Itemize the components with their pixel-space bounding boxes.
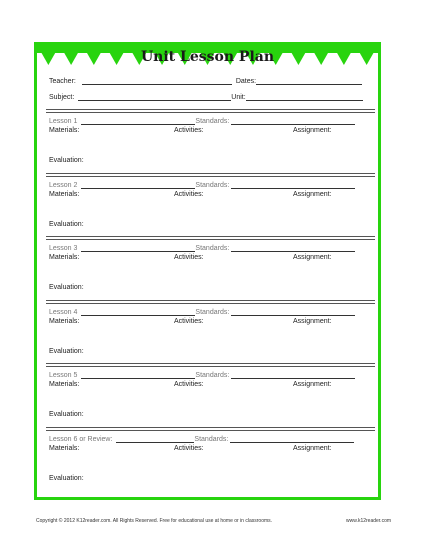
worksheet-frame <box>34 42 381 500</box>
lesson-title-field[interactable] <box>81 308 195 316</box>
subject-label: Subject: <box>49 94 75 101</box>
materials-label: Materials: <box>49 254 80 261</box>
section-divider <box>46 363 375 367</box>
evaluation-label: Evaluation: <box>49 411 84 418</box>
assignment-label: Assignment: <box>293 381 332 388</box>
materials-label: Materials: <box>49 127 80 134</box>
lesson-header <box>49 117 371 125</box>
assignment-label: Assignment: <box>293 254 332 261</box>
activities-label: Activities: <box>174 317 204 325</box>
lesson-title-field[interactable] <box>81 371 195 379</box>
assignment-label: Assignment: <box>293 444 332 452</box>
lesson-label: Lesson 6 or Review: <box>49 435 113 443</box>
activities-label: Activities: <box>174 254 204 261</box>
teacher-label: Teacher: <box>49 78 76 85</box>
assignment-label: Assignment: <box>293 190 332 198</box>
standards-label: Standards: <box>195 118 230 125</box>
lesson-label: Lesson 2 <box>49 181 78 189</box>
standards-field[interactable] <box>231 117 355 125</box>
lesson-header <box>49 371 371 379</box>
activities-label: Activities: <box>174 190 204 198</box>
materials-label: Materials: <box>49 381 80 388</box>
unit-field[interactable] <box>246 93 363 101</box>
materials-label: Materials: <box>49 317 80 325</box>
section-divider <box>46 300 375 304</box>
lesson-header <box>49 308 371 316</box>
lesson-block <box>49 117 371 169</box>
section-divider <box>46 109 375 113</box>
subject-field[interactable] <box>78 93 231 101</box>
teacher-field[interactable] <box>82 77 232 85</box>
lesson-title-field[interactable] <box>116 435 194 443</box>
lesson-columns <box>49 445 371 455</box>
standards-label: Standards: <box>195 372 230 379</box>
lesson-title-field[interactable] <box>81 181 195 189</box>
activities-label: Activities: <box>174 381 204 388</box>
activities-label: Activities: <box>174 127 204 134</box>
dates-label: Dates: <box>235 78 257 85</box>
materials-label: Materials: <box>49 190 80 198</box>
lesson-title-field[interactable] <box>81 117 195 125</box>
lesson-label: Lesson 5 <box>49 372 78 379</box>
evaluation-label: Evaluation: <box>49 284 84 291</box>
site-url: www.k12reader.com <box>346 518 392 524</box>
lesson-label: Lesson 4 <box>49 308 78 316</box>
unit-label: Unit: <box>231 94 246 101</box>
evaluation-label: Evaluation: <box>49 157 84 164</box>
lesson-block <box>49 371 371 423</box>
section-divider <box>46 427 375 431</box>
lesson-header <box>49 181 371 189</box>
lesson-header <box>49 435 371 443</box>
lesson-label: Lesson 1 <box>49 118 78 125</box>
assignment-label: Assignment: <box>293 317 332 325</box>
lesson-block <box>49 181 371 233</box>
lesson-block <box>49 435 371 487</box>
copyright-text: Copyright © 2012 K12reader.com. All Rights Reserved. Free for educational use at home or in classrooms. <box>36 518 273 524</box>
lesson-columns <box>49 381 371 391</box>
standards-label: Standards: <box>195 245 230 252</box>
page-title: Unit Lesson Plan <box>140 49 275 65</box>
evaluation-label: Evaluation: <box>49 220 84 228</box>
standards-field[interactable] <box>231 244 355 252</box>
standards-field[interactable] <box>231 181 355 189</box>
standards-label: Standards: <box>194 435 229 443</box>
standards-field[interactable] <box>230 435 354 443</box>
lesson-header <box>49 244 371 252</box>
lesson-block <box>49 244 371 296</box>
evaluation-label: Evaluation: <box>49 347 84 355</box>
assignment-label: Assignment: <box>293 127 332 134</box>
teacher-row <box>49 77 362 85</box>
lesson-title-field[interactable] <box>81 244 195 252</box>
subject-row <box>49 93 363 101</box>
standards-field[interactable] <box>231 371 355 379</box>
lesson-columns <box>49 254 371 264</box>
lesson-label: Lesson 3 <box>49 245 78 252</box>
standards-label: Standards: <box>195 181 230 189</box>
standards-label: Standards: <box>195 308 230 316</box>
dates-field[interactable] <box>256 77 362 85</box>
lesson-block <box>49 308 371 360</box>
section-divider <box>46 173 375 177</box>
standards-field[interactable] <box>231 308 355 316</box>
section-divider <box>46 236 375 240</box>
lesson-columns <box>49 318 371 328</box>
lesson-columns <box>49 127 371 137</box>
lesson-columns <box>49 191 371 201</box>
activities-label: Activities: <box>174 444 204 452</box>
evaluation-label: Evaluation: <box>49 474 84 482</box>
materials-label: Materials: <box>49 444 80 452</box>
